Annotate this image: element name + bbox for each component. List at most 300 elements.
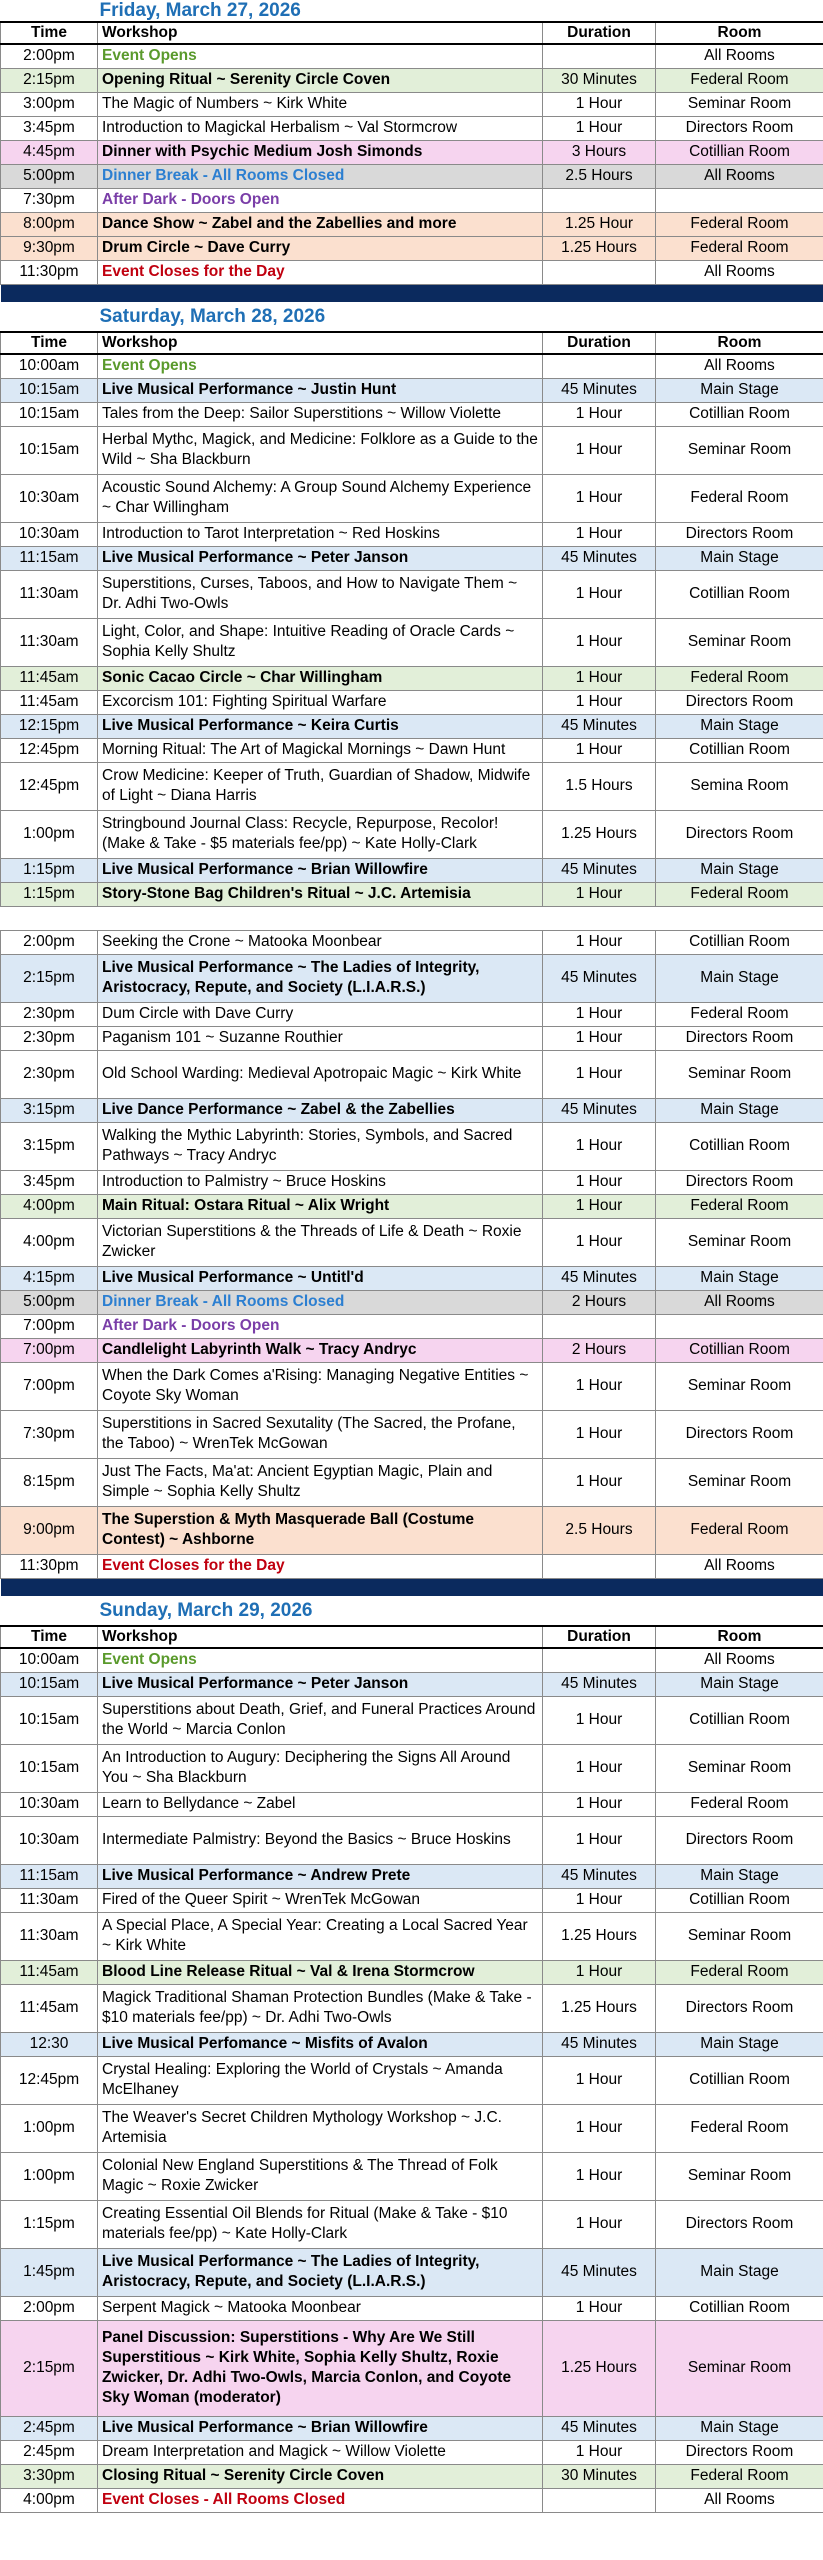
- cell-time: 3:45pm: [1, 1170, 98, 1194]
- day-title-row: [1, 0, 823, 22]
- cell-room: [656, 188, 823, 212]
- cell-time: 11:30pm: [1, 260, 98, 284]
- cell-time: 1:15pm: [1, 858, 98, 882]
- cell-duration: 45 Minutes: [543, 858, 656, 882]
- cell-workshop: Morning Ritual: The Art of Magickal Mornings ~ Dawn Hunt: [98, 738, 543, 762]
- cell-room: Directors Room: [656, 2440, 823, 2464]
- cell-time: 2:30pm: [1, 1050, 98, 1098]
- cell-room: Federal Room: [656, 2104, 823, 2152]
- schedule-row: [1, 2440, 823, 2464]
- cell-room: Directors Room: [656, 116, 823, 140]
- schedule-row: [1, 2296, 823, 2320]
- header-room: Room: [656, 22, 823, 44]
- cell-room: All Rooms: [656, 1648, 823, 1672]
- cell-room: Cotillian Room: [656, 2296, 823, 2320]
- cell-duration: 45 Minutes: [543, 1672, 656, 1696]
- cell-workshop: Light, Color, and Shape: Intuitive Reading of Oracle Cards ~ Sophia Kelly Shultz: [98, 618, 543, 666]
- schedule-row: [1, 2248, 823, 2296]
- schedule-row: [1, 1888, 823, 1912]
- cell-time: 11:15am: [1, 546, 98, 570]
- cell-duration: [543, 1554, 656, 1578]
- blank-row: [1, 906, 823, 930]
- cell-time: 8:00pm: [1, 212, 98, 236]
- schedule-row: [1, 1290, 823, 1314]
- schedule-row: [1, 2488, 823, 2512]
- cell-time: 9:00pm: [1, 1506, 98, 1554]
- cell-duration: 30 Minutes: [543, 2464, 656, 2488]
- cell-duration: 45 Minutes: [543, 2416, 656, 2440]
- cell-duration: 1 Hour: [543, 1026, 656, 1050]
- cell-time: 2:00pm: [1, 2296, 98, 2320]
- cell-time: 9:30pm: [1, 236, 98, 260]
- cell-workshop: Stringbound Journal Class: Recycle, Repurpose, Recolor! (Make & Take - $5 materials fee/pp) ~ Kate Holly-Clark: [98, 810, 543, 858]
- schedule-row: [1, 2032, 823, 2056]
- header-duration: Duration: [543, 332, 656, 354]
- cell-workshop: Live Musical Performance ~ Justin Hunt: [98, 378, 543, 402]
- cell-room: All Rooms: [656, 164, 823, 188]
- cell-room: Directors Room: [656, 1170, 823, 1194]
- schedule-row: [1, 810, 823, 858]
- column-header-row: [1, 332, 823, 354]
- cell-workshop: The Weaver's Secret Children Mythology Workshop ~ J.C. Artemisia: [98, 2104, 543, 2152]
- schedule-row: [1, 2416, 823, 2440]
- cell-duration: 45 Minutes: [543, 2248, 656, 2296]
- cell-room: Main Stage: [656, 546, 823, 570]
- schedule-row: [1, 1816, 823, 1864]
- cell-duration: 45 Minutes: [543, 1266, 656, 1290]
- schedule-row: [1, 714, 823, 738]
- cell-duration: 3 Hours: [543, 140, 656, 164]
- cell-room: All Rooms: [656, 44, 823, 68]
- cell-workshop: Live Musical Perfomance ~ Misfits of Avalon: [98, 2032, 543, 2056]
- day-title-spacer: [1, 302, 98, 332]
- schedule-row: [1, 546, 823, 570]
- cell-workshop: Dinner Break - All Rooms Closed: [98, 1290, 543, 1314]
- cell-workshop: Introduction to Magickal Herbalism ~ Val Stormcrow: [98, 116, 543, 140]
- cell-time: 11:45am: [1, 1984, 98, 2032]
- schedule-row: [1, 1984, 823, 2032]
- cell-time: 3:30pm: [1, 2464, 98, 2488]
- cell-workshop: Serpent Magick ~ Matooka Moonbear: [98, 2296, 543, 2320]
- cell-room: Federal Room: [656, 212, 823, 236]
- cell-duration: 1 Hour: [543, 402, 656, 426]
- cell-time: 10:00am: [1, 354, 98, 378]
- schedule-row: [1, 1864, 823, 1888]
- cell-time: 2:30pm: [1, 1026, 98, 1050]
- cell-workshop: Event Closes for the Day: [98, 260, 543, 284]
- schedule-row: [1, 1122, 823, 1170]
- cell-workshop: After Dark - Doors Open: [98, 188, 543, 212]
- cell-duration: 1 Hour: [543, 1194, 656, 1218]
- cell-duration: 1 Hour: [543, 738, 656, 762]
- cell-room: Federal Room: [656, 68, 823, 92]
- cell-duration: 1 Hour: [543, 1002, 656, 1026]
- cell-workshop: [98, 906, 543, 930]
- cell-workshop: Live Dance Performance ~ Zabel & the Zabellies: [98, 1098, 543, 1122]
- cell-duration: 1 Hour: [543, 1816, 656, 1864]
- cell-duration: 45 Minutes: [543, 2032, 656, 2056]
- cell-room: All Rooms: [656, 1554, 823, 1578]
- cell-room: [656, 1314, 823, 1338]
- cell-workshop: Colonial New England Superstitions & The Thread of Folk Magic ~ Roxie Zwicker: [98, 2152, 543, 2200]
- cell-workshop: Live Musical Performance ~ Andrew Prete: [98, 1864, 543, 1888]
- schedule-row: [1, 930, 823, 954]
- cell-time: 4:00pm: [1, 1194, 98, 1218]
- cell-room: Directors Room: [656, 1816, 823, 1864]
- cell-room: Main Stage: [656, 858, 823, 882]
- cell-time: 2:00pm: [1, 44, 98, 68]
- day-separator-bar: [1, 1578, 823, 1596]
- cell-workshop: Live Musical Performance ~ Untitl'd: [98, 1266, 543, 1290]
- cell-workshop: Live Musical Performance ~ Brian Willowfire: [98, 858, 543, 882]
- schedule-row: [1, 1410, 823, 1458]
- cell-room: Main Stage: [656, 1864, 823, 1888]
- cell-room: Seminar Room: [656, 1912, 823, 1960]
- cell-room: Seminar Room: [656, 1744, 823, 1792]
- cell-workshop: Main Ritual: Ostara Ritual ~ Alix Wright: [98, 1194, 543, 1218]
- cell-workshop: Dance Show ~ Zabel and the Zabellies and more: [98, 212, 543, 236]
- cell-duration: 45 Minutes: [543, 1864, 656, 1888]
- schedule-row: [1, 212, 823, 236]
- cell-workshop: Live Musical Performance ~ The Ladies of Integrity, Aristocracy, Repute, and Society (L.I.A.R.S.): [98, 954, 543, 1002]
- cell-room: [656, 906, 823, 930]
- cell-duration: 1 Hour: [543, 1122, 656, 1170]
- schedule-row: [1, 1338, 823, 1362]
- cell-time: 1:15pm: [1, 882, 98, 906]
- cell-room: Cotillian Room: [656, 1122, 823, 1170]
- schedule-row: [1, 1170, 823, 1194]
- cell-room: All Rooms: [656, 1290, 823, 1314]
- cell-workshop: Live Musical Performance ~ Peter Janson: [98, 1672, 543, 1696]
- cell-room: Cotillian Room: [656, 140, 823, 164]
- cell-room: Federal Room: [656, 1506, 823, 1554]
- cell-workshop: Closing Ritual ~ Serenity Circle Coven: [98, 2464, 543, 2488]
- cell-duration: 1 Hour: [543, 1050, 656, 1098]
- cell-time: 4:15pm: [1, 1266, 98, 1290]
- schedule-row: [1, 1960, 823, 1984]
- schedule-row: [1, 236, 823, 260]
- schedule-row: [1, 2104, 823, 2152]
- schedule-row: [1, 188, 823, 212]
- cell-duration: 1 Hour: [543, 666, 656, 690]
- day-title-row: [1, 1596, 823, 1626]
- cell-room: Seminar Room: [656, 1218, 823, 1266]
- cell-duration: 1.25 Hours: [543, 236, 656, 260]
- schedule-row: [1, 378, 823, 402]
- cell-workshop: Crow Medicine: Keeper of Truth, Guardian of Shadow, Midwife of Light ~ Diana Harris: [98, 762, 543, 810]
- cell-duration: 1.25 Hours: [543, 1912, 656, 1960]
- cell-duration: 1 Hour: [543, 116, 656, 140]
- cell-time: 1:00pm: [1, 2104, 98, 2152]
- cell-room: Federal Room: [656, 2464, 823, 2488]
- cell-duration: 45 Minutes: [543, 546, 656, 570]
- cell-duration: [543, 260, 656, 284]
- cell-time: 10:30am: [1, 1792, 98, 1816]
- schedule-row: [1, 426, 823, 474]
- cell-room: Federal Room: [656, 1194, 823, 1218]
- cell-workshop: Superstitions about Death, Grief, and Funeral Practices Around the World ~ Marcia Conlon: [98, 1696, 543, 1744]
- cell-time: 11:30am: [1, 570, 98, 618]
- cell-duration: 1 Hour: [543, 570, 656, 618]
- cell-workshop: Event Opens: [98, 44, 543, 68]
- cell-duration: 1.25 Hours: [543, 2320, 656, 2416]
- schedule-row: [1, 44, 823, 68]
- cell-duration: 45 Minutes: [543, 714, 656, 738]
- schedule-row: [1, 1744, 823, 1792]
- cell-time: 1:15pm: [1, 2200, 98, 2248]
- day-separator: [1, 1578, 823, 1596]
- column-header-row: [1, 1626, 823, 1648]
- cell-duration: 1 Hour: [543, 426, 656, 474]
- cell-room: Seminar Room: [656, 2320, 823, 2416]
- cell-workshop: Event Closes - All Rooms Closed: [98, 2488, 543, 2512]
- cell-duration: 1 Hour: [543, 2200, 656, 2248]
- schedule-row: [1, 1098, 823, 1122]
- schedule-row: [1, 2320, 823, 2416]
- cell-room: Federal Room: [656, 1002, 823, 1026]
- cell-duration: [543, 2488, 656, 2512]
- cell-duration: 1 Hour: [543, 92, 656, 116]
- schedule-row: [1, 474, 823, 522]
- cell-time: 7:00pm: [1, 1314, 98, 1338]
- cell-time: 12:15pm: [1, 714, 98, 738]
- cell-workshop: Superstitions, Curses, Taboos, and How to Navigate Them ~ Dr. Adhi Two-Owls: [98, 570, 543, 618]
- schedule-row: [1, 1792, 823, 1816]
- schedule-row: [1, 140, 823, 164]
- cell-time: 4:45pm: [1, 140, 98, 164]
- schedule-row: [1, 1218, 823, 1266]
- cell-workshop: A Special Place, A Special Year: Creating a Local Sacred Year ~ Kirk White: [98, 1912, 543, 1960]
- cell-room: Federal Room: [656, 882, 823, 906]
- schedule-row: [1, 1194, 823, 1218]
- cell-room: Main Stage: [656, 1266, 823, 1290]
- cell-workshop: Drum Circle ~ Dave Curry: [98, 236, 543, 260]
- cell-room: Main Stage: [656, 2416, 823, 2440]
- cell-workshop: Learn to Bellydance ~ Zabel: [98, 1792, 543, 1816]
- cell-workshop: Acoustic Sound Alchemy: A Group Sound Alchemy Experience ~ Char Willingham: [98, 474, 543, 522]
- cell-room: Main Stage: [656, 714, 823, 738]
- day-title: Friday, March 27, 2026: [98, 0, 823, 22]
- cell-duration: 1 Hour: [543, 930, 656, 954]
- header-workshop: Workshop: [98, 22, 543, 44]
- schedule-row: [1, 1554, 823, 1578]
- cell-duration: 2.5 Hours: [543, 164, 656, 188]
- cell-room: Federal Room: [656, 1960, 823, 1984]
- cell-workshop: Dinner with Psychic Medium Josh Simonds: [98, 140, 543, 164]
- cell-time: 2:30pm: [1, 1002, 98, 1026]
- cell-time: 2:45pm: [1, 2416, 98, 2440]
- cell-duration: [543, 44, 656, 68]
- cell-workshop: Event Opens: [98, 354, 543, 378]
- cell-duration: 1 Hour: [543, 522, 656, 546]
- cell-workshop: The Magic of Numbers ~ Kirk White: [98, 92, 543, 116]
- schedule-row: [1, 354, 823, 378]
- cell-time: 7:30pm: [1, 188, 98, 212]
- cell-duration: 1 Hour: [543, 1888, 656, 1912]
- cell-duration: 2.5 Hours: [543, 1506, 656, 1554]
- day-title-spacer: [1, 1596, 98, 1626]
- cell-duration: [543, 188, 656, 212]
- schedule-row: [1, 164, 823, 188]
- cell-time: 2:15pm: [1, 2320, 98, 2416]
- cell-room: Seminar Room: [656, 1362, 823, 1410]
- cell-duration: [543, 1314, 656, 1338]
- cell-time: 7:00pm: [1, 1338, 98, 1362]
- day-separator: [1, 284, 823, 302]
- cell-time: 7:00pm: [1, 1362, 98, 1410]
- cell-room: Seminar Room: [656, 92, 823, 116]
- day-title: Sunday, March 29, 2026: [98, 1596, 823, 1626]
- cell-room: Main Stage: [656, 1672, 823, 1696]
- schedule-row: [1, 1002, 823, 1026]
- cell-time: 2:45pm: [1, 2440, 98, 2464]
- cell-room: Directors Room: [656, 522, 823, 546]
- cell-duration: 1.25 Hour: [543, 212, 656, 236]
- schedule-row: [1, 1672, 823, 1696]
- cell-time: 10:15am: [1, 1672, 98, 1696]
- cell-duration: 1 Hour: [543, 1458, 656, 1506]
- schedule-body: [1, 0, 823, 2512]
- cell-time: 11:45am: [1, 1960, 98, 1984]
- schedule-row: [1, 1314, 823, 1338]
- cell-workshop: The Superstion & Myth Masquerade Ball (Costume Contest) ~ Ashborne: [98, 1506, 543, 1554]
- cell-duration: [543, 354, 656, 378]
- schedule-row: [1, 402, 823, 426]
- cell-duration: 45 Minutes: [543, 1098, 656, 1122]
- cell-room: Federal Room: [656, 236, 823, 260]
- cell-duration: 1 Hour: [543, 1744, 656, 1792]
- cell-duration: 2 Hours: [543, 1290, 656, 1314]
- cell-workshop: Superstitions in Sacred Sexutality (The Sacred, the Profane, the Taboo) ~ WrenTek McGowan: [98, 1410, 543, 1458]
- cell-time: 11:30am: [1, 1888, 98, 1912]
- cell-time: 3:15pm: [1, 1098, 98, 1122]
- cell-time: 5:00pm: [1, 164, 98, 188]
- schedule-row: [1, 116, 823, 140]
- schedule-row: [1, 1912, 823, 1960]
- cell-workshop: Walking the Mythic Labyrinth: Stories, Symbols, and Sacred Pathways ~ Tracy Andryc: [98, 1122, 543, 1170]
- schedule-row: [1, 68, 823, 92]
- header-workshop: Workshop: [98, 332, 543, 354]
- cell-time: 11:30am: [1, 1912, 98, 1960]
- cell-room: Directors Room: [656, 810, 823, 858]
- cell-room: Main Stage: [656, 954, 823, 1002]
- cell-time: 10:15am: [1, 402, 98, 426]
- cell-workshop: Old School Warding: Medieval Apotropaic Magic ~ Kirk White: [98, 1050, 543, 1098]
- cell-workshop: When the Dark Comes a'Rising: Managing Negative Entities ~ Coyote Sky Woman: [98, 1362, 543, 1410]
- schedule-row: [1, 762, 823, 810]
- cell-workshop: Crystal Healing: Exploring the World of Crystals ~ Amanda McElhaney: [98, 2056, 543, 2104]
- cell-duration: 45 Minutes: [543, 378, 656, 402]
- cell-duration: 1 Hour: [543, 1960, 656, 1984]
- cell-time: 3:15pm: [1, 1122, 98, 1170]
- cell-duration: 1 Hour: [543, 2152, 656, 2200]
- header-room: Room: [656, 332, 823, 354]
- cell-workshop: An Introduction to Augury: Deciphering the Signs All Around You ~ Sha Blackburn: [98, 1744, 543, 1792]
- cell-time: 12:30: [1, 2032, 98, 2056]
- cell-room: Seminar Room: [656, 1050, 823, 1098]
- cell-duration: 1 Hour: [543, 618, 656, 666]
- schedule-row: [1, 1458, 823, 1506]
- cell-time: 3:00pm: [1, 92, 98, 116]
- cell-room: Main Stage: [656, 2248, 823, 2296]
- schedule-row: [1, 690, 823, 714]
- cell-workshop: Event Opens: [98, 1648, 543, 1672]
- schedule-row: [1, 1026, 823, 1050]
- cell-room: Directors Room: [656, 690, 823, 714]
- cell-room: Federal Room: [656, 666, 823, 690]
- schedule-row: [1, 2200, 823, 2248]
- cell-time: 10:15am: [1, 378, 98, 402]
- cell-workshop: Excorcism 101: Fighting Spiritual Warfare: [98, 690, 543, 714]
- cell-time: 10:15am: [1, 426, 98, 474]
- cell-time: 10:30am: [1, 1816, 98, 1864]
- cell-room: Main Stage: [656, 2032, 823, 2056]
- cell-workshop: Intermediate Palmistry: Beyond the Basics ~ Bruce Hoskins: [98, 1816, 543, 1864]
- header-duration: Duration: [543, 22, 656, 44]
- cell-workshop: Creating Essential Oil Blends for Ritual (Make & Take - $10 materials fee/pp) ~ Kate Holly-Clark: [98, 2200, 543, 2248]
- cell-duration: 1 Hour: [543, 2056, 656, 2104]
- cell-time: 4:00pm: [1, 1218, 98, 1266]
- cell-time: 12:45pm: [1, 762, 98, 810]
- header-duration: Duration: [543, 1626, 656, 1648]
- schedule-row: [1, 858, 823, 882]
- cell-duration: 1 Hour: [543, 1410, 656, 1458]
- cell-time: 10:15am: [1, 1696, 98, 1744]
- cell-room: Directors Room: [656, 2200, 823, 2248]
- cell-workshop: Live Musical Performance ~ Brian Willowfire: [98, 2416, 543, 2440]
- cell-time: 2:15pm: [1, 954, 98, 1002]
- day-title-row: [1, 302, 823, 332]
- cell-room: Cotillian Room: [656, 570, 823, 618]
- cell-time: 2:15pm: [1, 68, 98, 92]
- cell-room: Cotillian Room: [656, 1696, 823, 1744]
- cell-time: 4:00pm: [1, 2488, 98, 2512]
- cell-workshop: Blood Line Release Ritual ~ Val & Irena Stormcrow: [98, 1960, 543, 1984]
- cell-duration: 1.25 Hours: [543, 810, 656, 858]
- day-title: Saturday, March 28, 2026: [98, 302, 823, 332]
- cell-room: All Rooms: [656, 2488, 823, 2512]
- schedule-row: [1, 2152, 823, 2200]
- header-room: Room: [656, 1626, 823, 1648]
- cell-workshop: Candlelight Labyrinth Walk ~ Tracy Andryc: [98, 1338, 543, 1362]
- cell-workshop: Dinner Break - All Rooms Closed: [98, 164, 543, 188]
- column-header-row: [1, 22, 823, 44]
- cell-workshop: Introduction to Tarot Interpretation ~ Red Hoskins: [98, 522, 543, 546]
- cell-room: Federal Room: [656, 1792, 823, 1816]
- schedule-row: [1, 1266, 823, 1290]
- cell-workshop: Victorian Superstitions & the Threads of Life & Death ~ Roxie Zwicker: [98, 1218, 543, 1266]
- cell-duration: 1 Hour: [543, 690, 656, 714]
- cell-room: Cotillian Room: [656, 930, 823, 954]
- cell-time: 10:15am: [1, 1744, 98, 1792]
- cell-workshop: After Dark - Doors Open: [98, 1314, 543, 1338]
- cell-duration: 2 Hours: [543, 1338, 656, 1362]
- cell-room: Seminar Room: [656, 426, 823, 474]
- cell-workshop: Live Musical Performance ~ Peter Janson: [98, 546, 543, 570]
- cell-time: 10:00am: [1, 1648, 98, 1672]
- cell-time: 10:30am: [1, 522, 98, 546]
- cell-room: All Rooms: [656, 354, 823, 378]
- cell-room: Seminar Room: [656, 618, 823, 666]
- cell-workshop: Paganism 101 ~ Suzanne Routhier: [98, 1026, 543, 1050]
- day-separator-bar: [1, 284, 823, 302]
- cell-room: Seminar Room: [656, 1458, 823, 1506]
- cell-room: All Rooms: [656, 260, 823, 284]
- cell-workshop: Introduction to Palmistry ~ Bruce Hoskins: [98, 1170, 543, 1194]
- cell-workshop: Dream Interpretation and Magick ~ Willow Violette: [98, 2440, 543, 2464]
- cell-workshop: Tales from the Deep: Sailor Superstitions ~ Willow Violette: [98, 402, 543, 426]
- cell-duration: 1 Hour: [543, 2104, 656, 2152]
